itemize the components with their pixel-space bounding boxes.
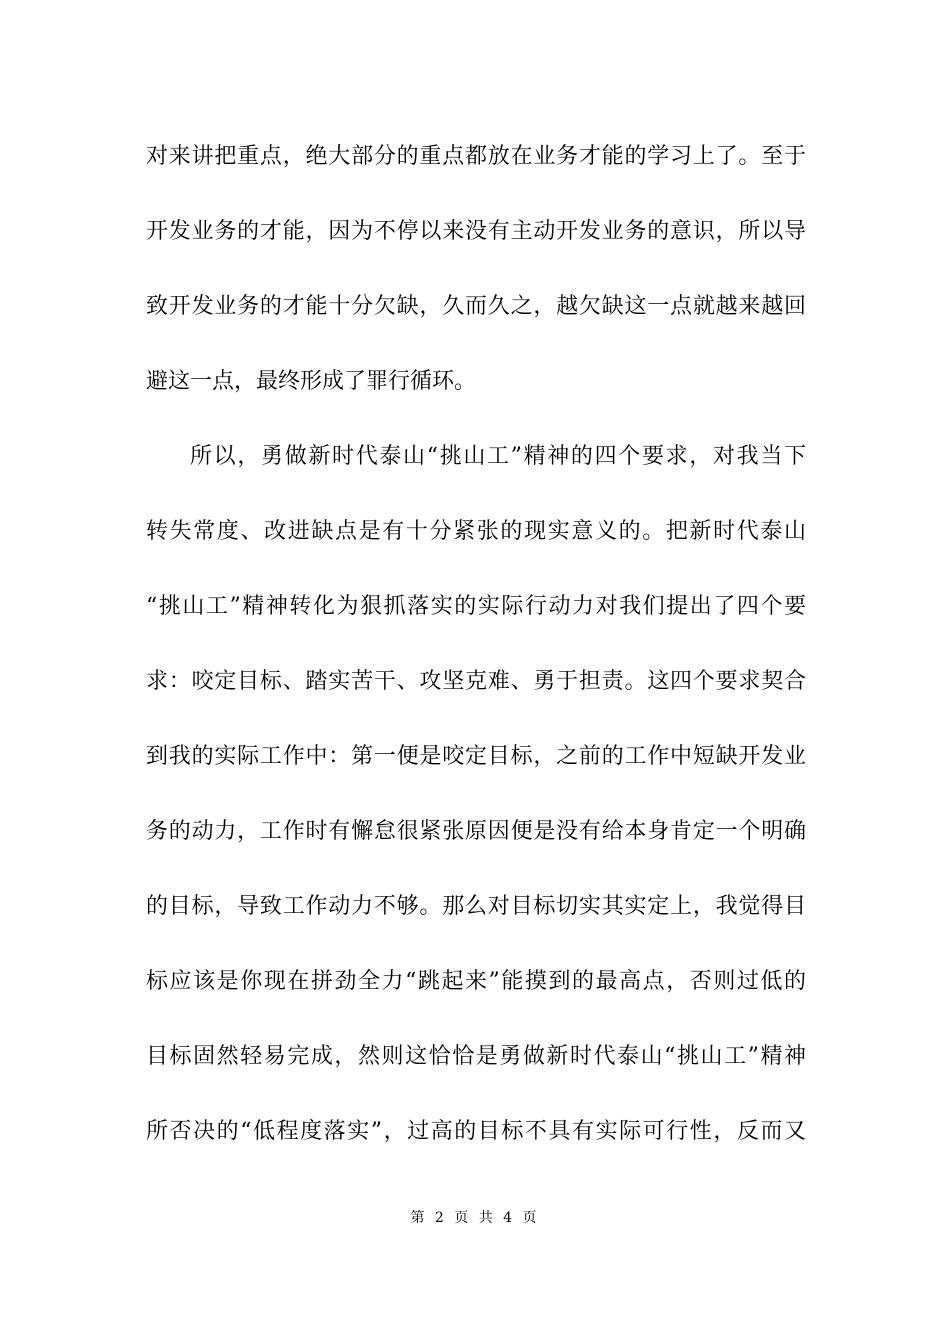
- text-line: 致开发业务的才能十分欠缺，久而久之，越欠缺这一点就越来越回: [146, 294, 806, 319]
- text-line: 求：咬定目标、踏实苦干、攻坚克难、勇于担责。这四个要求契合: [146, 669, 806, 694]
- text-line: 所以，勇做新时代泰山“挑山工”精神的四个要求，对我当下: [190, 444, 806, 469]
- text-line: 到我的实际工作中：第一便是咬定目标，之前的工作中短缺开发业: [146, 744, 806, 769]
- text-line: 所否决的“低程度落实”，过高的目标不具有实际可行性，反而又: [146, 1119, 806, 1144]
- page-footer: 第 2 页 共 4 页: [410, 1210, 540, 1226]
- text-line: 避这一点，最终形成了罪行循环。: [146, 369, 477, 394]
- text-line: 对来讲把重点，绝大部分的重点都放在业务才能的学习上了。至于: [146, 144, 806, 169]
- text-line: 开发业务的才能，因为不停以来没有主动开发业务的意识，所以导: [146, 219, 806, 244]
- text-line: 转失常度、改进缺点是有十分紧张的现实意义的。把新时代泰山: [146, 519, 806, 544]
- text-line: 务的动力，工作时有懈怠很紧张原因便是没有给本身肯定一个明确: [146, 819, 806, 844]
- text-line: 的目标，导致工作动力不够。那么对目标切实其实定上，我觉得目: [146, 894, 806, 919]
- text-line: “挑山工”精神转化为狠抓落实的实际行动力对我们提出了四个要: [146, 594, 806, 619]
- text-line: 目标固然轻易完成，然则这恰恰是勇做新时代泰山“挑山工”精神: [146, 1044, 806, 1069]
- text-line: 标应该是你现在拼劲全力“跳起来”能摸到的最高点，否则过低的: [146, 969, 806, 994]
